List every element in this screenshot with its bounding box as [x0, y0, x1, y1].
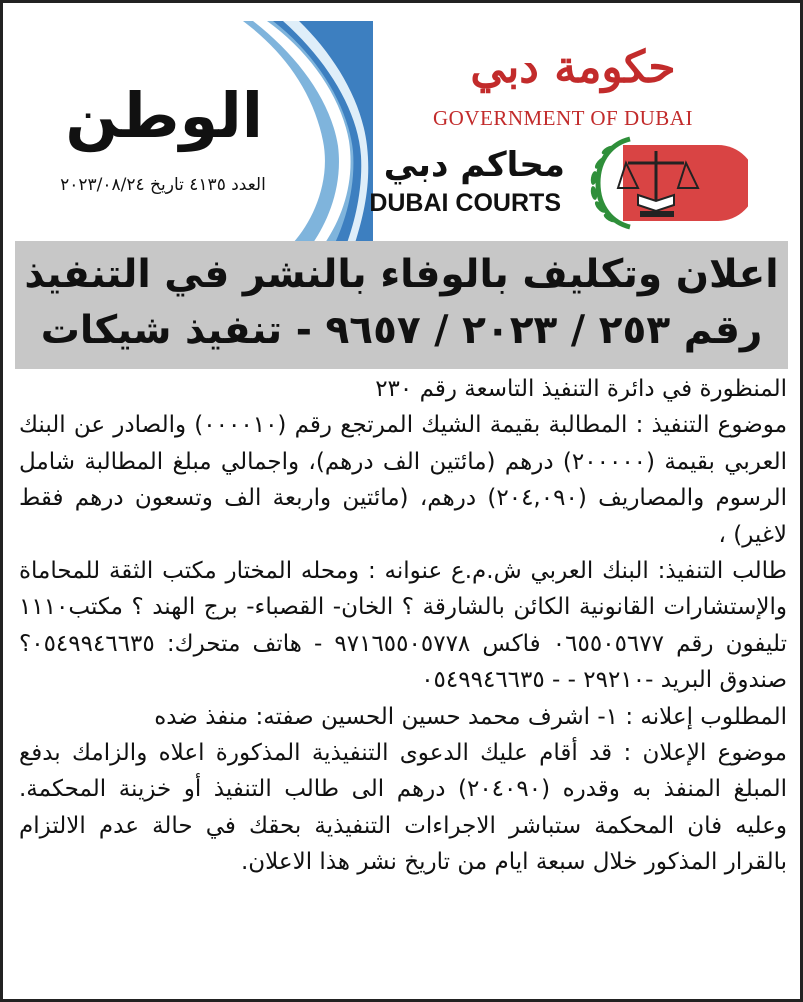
execution-requester-paragraph: طالب التنفيذ: البنك العربي ش.م.ع عنوانه : ومحله المختار مكتب الثقة للمحاماة والإستشارات القانونية الكائن بالشارقة ؟ الخان- القصباء- برج الهند ؟ مكتب١١١٠ تليفون رقم ٠٦٥٥٠٥٦٧٧ فاكس ٩٧١٦٥٥٠٥٧٧٨ - هاتف متحرك: ٠٥٤٩٩٤٦٦٣٥؟صندوق البريد -٢٩٢١٠ - - ٠٥٤٩٩٤٦٦٣٥ [19, 558, 787, 694]
government-logo-arabic: حكومة دبي [470, 42, 676, 93]
notice-header [3, 3, 800, 239]
notice-body [19, 371, 787, 881]
notified-party-paragraph: المطلوب إعلانه : ١- اشرف محمد حسين الحسين صفته: منفذ ضده [154, 703, 787, 730]
dubai-courts-arabic: محاكم دبي [383, 145, 565, 185]
dubai-courts-english: DUBAI COURTS [369, 189, 561, 217]
government-logo-english: GOVERNMENT OF DUBAI [433, 106, 693, 130]
execution-subject-paragraph: موضوع التنفيذ : المطالبة بقيمة الشيك المرتجع رقم (٠٠٠٠١٠) والصادر عن البنك العربي بقيمة (٢٠٠٠٠٠) درهم (مائتين الف درهم)، واجمالي مبلغ المطالبة شامل الرسوم والمصاريف (٢٠٤,٠٩٠) درهم، (مائتين واربعة الف وتسعون درهم فقط لاغير) ، [19, 412, 788, 548]
circuit-paragraph: المنظورة في دائرة التنفيذ التاسعة رقم ٢٣٠ [375, 376, 787, 402]
issue-date-line: العدد ٤١٣٥ تاريخ ٢٠٢٣/٠٨/٢٤ [60, 175, 266, 195]
notice-title-band [15, 241, 788, 369]
notice-title: اعلان وتكليف بالوفاء بالنشر في التنفيذ [24, 252, 779, 297]
case-number-line: رقم ٢٥٣ / ٢٠٢٣ / ٩٦٥٧ - تنفيذ شيكات [40, 308, 763, 353]
newspaper-logo: الوطن [65, 79, 263, 152]
notice-subject-paragraph: موضوع الإعلان : قد أقام عليك الدعوى التنفيذية المذكورة اعلاه والزامك بدفع المبلغ المنفذ به وقدره (٢٠٤٠٩٠) درهم الى طالب التنفيذ أو خزينة المحكمة. وعليه فان المحكمة ستباشر الاجراءات التنفيذية بحقك في حالة عدم الالتزام بالقرار المذكور خلال سبعة ايام من تاريخ نشر هذا الاعلان. [19, 740, 787, 876]
dubai-courts-emblem-icon [568, 133, 748, 233]
